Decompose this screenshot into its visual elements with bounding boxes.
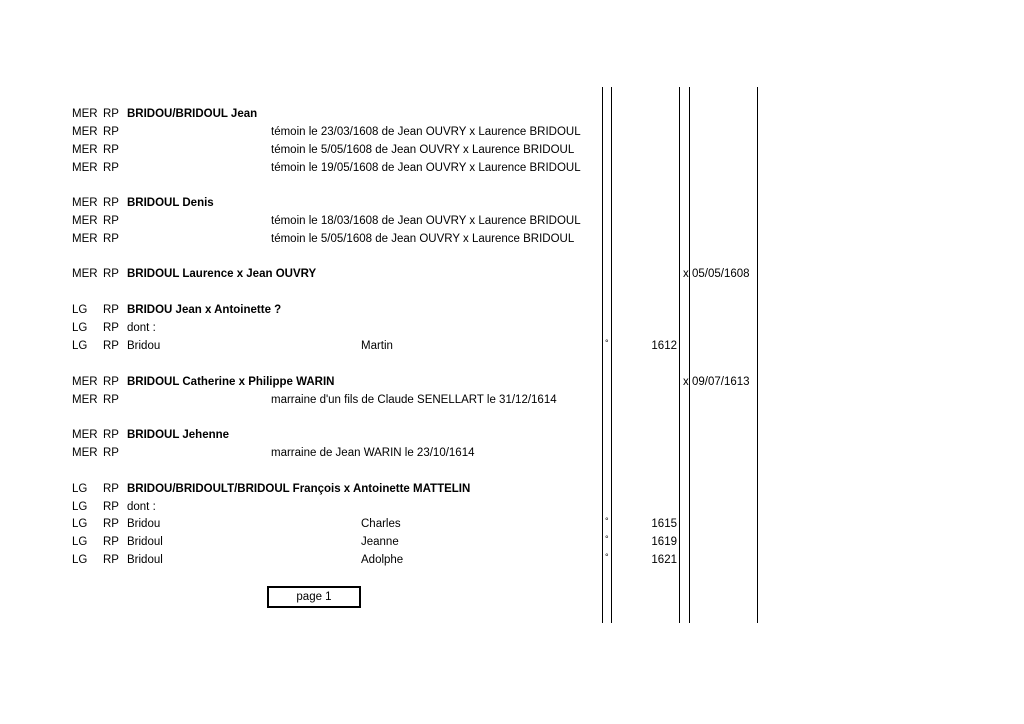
person-name: BRIDOU/BRIDOULT/BRIDOUL François x Antoinette MATTELIN	[127, 483, 471, 495]
person-name: BRIDOU Jean x Antoinette ?	[127, 304, 282, 316]
table-row	[0, 337, 1024, 355]
event-detail: témoin le 18/03/1608 de Jean OUVRY x Laurence BRIDOUL	[271, 215, 581, 227]
table-row	[0, 480, 1024, 498]
source-code: RP	[103, 108, 119, 120]
table-row	[0, 265, 1024, 283]
register-code: LG	[72, 322, 88, 334]
register-code: LG	[72, 483, 88, 495]
register-code: MER	[72, 429, 98, 441]
source-code: RP	[103, 554, 119, 566]
source-code: RP	[103, 394, 119, 406]
person-name: Bridou	[127, 518, 161, 530]
event-detail: témoin le 5/05/1608 de Jean OUVRY x Laurence BRIDOUL	[271, 144, 575, 156]
table-row	[0, 319, 1024, 337]
source-code: RP	[103, 501, 119, 513]
person-name: Bridoul	[127, 536, 163, 548]
register-code: MER	[72, 126, 98, 138]
table-row	[0, 105, 1024, 123]
register-code: MER	[72, 447, 98, 459]
table-row	[0, 123, 1024, 141]
event-detail: témoin le 23/03/1608 de Jean OUVRY x Laurence BRIDOUL	[271, 126, 581, 138]
register-code: MER	[72, 162, 98, 174]
event-detail: marraine de Jean WARIN le 23/10/1614	[271, 447, 475, 459]
birth-mark: °	[605, 338, 609, 348]
given-name: Jeanne	[361, 536, 399, 548]
source-code: RP	[103, 536, 119, 548]
marriage-mark: x	[683, 268, 689, 280]
register-code: MER	[72, 376, 98, 388]
table-row	[0, 515, 1024, 533]
person-name: BRIDOUL Jehenne	[127, 429, 230, 441]
register-code: MER	[72, 197, 98, 209]
person-name: BRIDOUL Denis	[127, 197, 214, 209]
given-name: Martin	[361, 340, 393, 352]
register-code: MER	[72, 108, 98, 120]
table-row	[0, 551, 1024, 569]
given-name: Charles	[361, 518, 401, 530]
table-row	[0, 533, 1024, 551]
table-row	[0, 159, 1024, 177]
table-row	[0, 391, 1024, 409]
table-row	[0, 498, 1024, 516]
register-code: LG	[72, 304, 88, 316]
source-code: RP	[103, 376, 119, 388]
register-code: MER	[72, 144, 98, 156]
source-code: RP	[103, 215, 119, 227]
person-name: Bridoul	[127, 554, 163, 566]
table-row	[0, 373, 1024, 391]
register-code: MER	[72, 215, 98, 227]
person-name: BRIDOU/BRIDOUL Jean	[127, 108, 258, 120]
source-code: RP	[103, 447, 119, 459]
table-row	[0, 444, 1024, 462]
birth-year: 1615	[651, 518, 677, 530]
birth-year: 1621	[651, 554, 677, 566]
source-code: RP	[103, 518, 119, 530]
source-code: RP	[103, 304, 119, 316]
marriage-mark: x	[683, 376, 689, 388]
page-number-box	[267, 586, 361, 608]
register-code: MER	[72, 394, 98, 406]
event-detail: témoin le 5/05/1608 de Jean OUVRY x Laurence BRIDOUL	[271, 233, 575, 245]
register-code: LG	[72, 554, 88, 566]
birth-year: 1619	[651, 536, 677, 548]
birth-mark: °	[605, 552, 609, 562]
register-code: LG	[72, 340, 88, 352]
register-code: LG	[72, 536, 88, 548]
person-name: dont :	[127, 322, 156, 334]
person-name: Bridou	[127, 340, 161, 352]
person-name: BRIDOUL Catherine x Philippe WARIN	[127, 376, 335, 388]
table-row	[0, 230, 1024, 248]
source-code: RP	[103, 126, 119, 138]
register-code: LG	[72, 518, 88, 530]
register-code: MER	[72, 268, 98, 280]
birth-mark: °	[605, 534, 609, 544]
marriage-date: 05/05/1608	[692, 268, 750, 280]
table-row	[0, 141, 1024, 159]
source-code: RP	[103, 340, 119, 352]
table-row	[0, 426, 1024, 444]
source-code: RP	[103, 233, 119, 245]
source-code: RP	[103, 322, 119, 334]
source-code: RP	[103, 144, 119, 156]
source-code: RP	[103, 483, 119, 495]
source-code: RP	[103, 429, 119, 441]
page-label: page 1	[296, 591, 332, 603]
birth-year: 1612	[651, 340, 677, 352]
table-row	[0, 194, 1024, 212]
marriage-date: 09/07/1613	[692, 376, 750, 388]
table-row	[0, 301, 1024, 319]
source-code: RP	[103, 197, 119, 209]
person-name: BRIDOUL Laurence x Jean OUVRY	[127, 268, 317, 280]
register-code: LG	[72, 501, 88, 513]
table-row	[0, 212, 1024, 230]
person-name: dont :	[127, 501, 156, 513]
register-code: MER	[72, 233, 98, 245]
event-detail: marraine d'un fils de Claude SENELLART le 31/12/1614	[271, 394, 557, 406]
source-code: RP	[103, 268, 119, 280]
given-name: Adolphe	[361, 554, 404, 566]
event-detail: témoin le 19/05/1608 de Jean OUVRY x Laurence BRIDOUL	[271, 162, 581, 174]
source-code: RP	[103, 162, 119, 174]
birth-mark: °	[605, 516, 609, 526]
